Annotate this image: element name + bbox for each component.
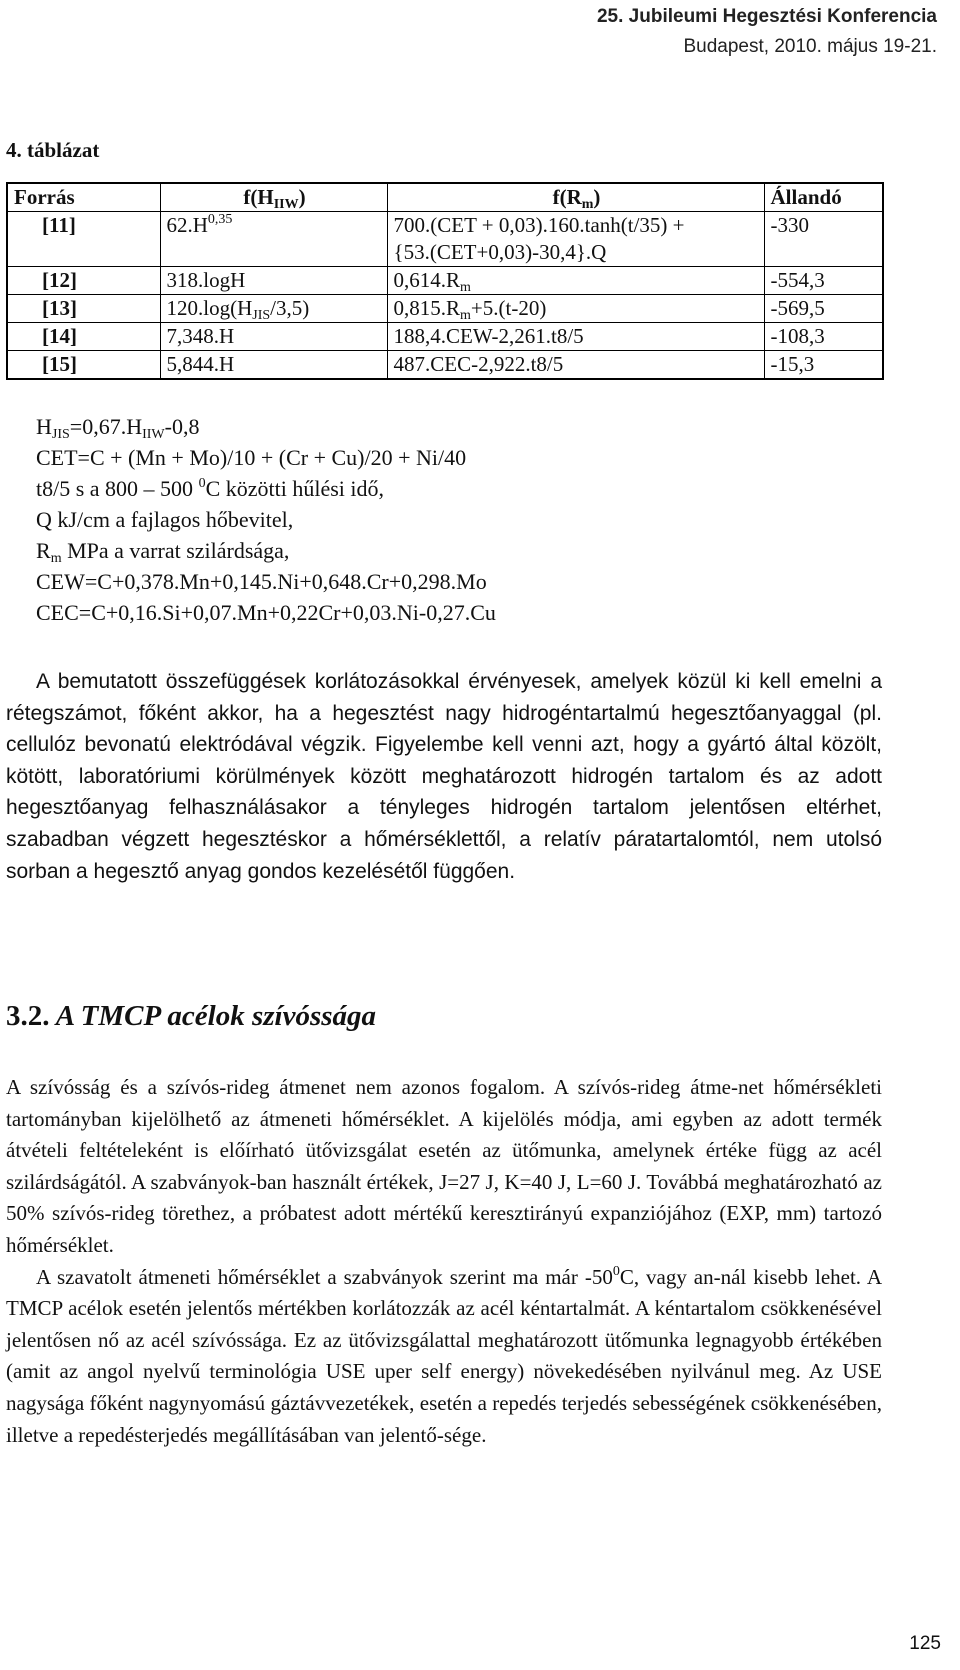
header-f-r: $f(R_m)$ [387, 183, 764, 212]
paragraph-text-2: A szavatolt átmeneti hőmérséklet a szabványok szerint ma már $-50^0C$, vagy an-nál kisebb lehet. A TMCP acélok esetén jelentős mértékben korlátozzák az acél kéntartalmát. A kéntartalom csökkenésével jelentősen nő az acél szívóssága. Ez az ütővizsgálattal meghatározott ütőmunka legnagyobb értékében (amit az angol nyelvű terminológia USE uper self energy) növekedésében nyilvánul meg. Az USE nagysága főként nagynyomású gáztávvezetékek, esetén a repedés terjedés sebességének csökkenésében, illetve a repedésterjedés megállításában van jelentő-sége. [6, 1263, 882, 1447]
body-paragraph-2 [6, 1072, 882, 1451]
cell-f-h: 7,348.H [160, 323, 387, 351]
header-f-h: $f(H_{IIW})$ [160, 183, 387, 212]
cell-constant: -108,3 [764, 323, 883, 351]
body-paragraph-1 [6, 666, 882, 887]
cell-constant: -15,3 [764, 351, 883, 380]
section-number: 3.2. [6, 1000, 50, 1032]
cell-constant: -554,3 [764, 267, 883, 295]
definition-rm: $R_m$ MPa a varrat szilárdsága, [36, 538, 290, 566]
cell-f-h: $120.\log(H_{JIS}/3,5)$ [160, 295, 387, 323]
cell-constant: -330 [764, 212, 883, 267]
page-header [597, 2, 937, 62]
section-title: A TMCP acélok szívóssága [55, 1000, 377, 1032]
definition-cet: CET=C + (Mn + Mo)/10 + (Cr + Cu)/20 + Ni/40 [36, 445, 467, 470]
cell-f-r: $0,815.R_m+5.(t-20)$ [387, 295, 764, 323]
cell-source: [15] [7, 351, 160, 380]
table-row [7, 212, 883, 267]
page-number: 125 [909, 1633, 941, 1654]
cell-f-h: 5,844.H [160, 351, 387, 380]
definition-hjis: $H_{JIS}=0,67.H_{IIW}-0,8$ [36, 414, 200, 442]
cell-constant: -569,5 [764, 295, 883, 323]
cell-source: [14] [7, 323, 160, 351]
section-heading [6, 1000, 376, 1033]
formula-table [6, 182, 884, 380]
conference-date: Budapest, 2010. május 19-21. [683, 36, 937, 57]
cell-f-r: 188,4.CEW-2,261.t8/5 [387, 323, 764, 351]
cell-f-r: $0,614.R_m$ [387, 267, 764, 295]
header-source: Forrás [7, 183, 160, 212]
cell-f-h: $62.H^{0,35}$ [160, 212, 387, 267]
cell-f-r: 700.(CET + 0,03).160.tanh(t/35) + {53.(CET+0,03)-30,4}.Q [387, 212, 764, 267]
definition-q: Q kJ/cm a fajlagos hőbevitel, [36, 507, 294, 532]
definition-cec: CEC=C+0,16.Si+0,07.Mn+0,22Cr+0,03.Ni-0,27.Cu [36, 600, 496, 625]
cell-source: [13] [7, 295, 160, 323]
table-row [7, 351, 883, 380]
definition-cew: CEW=C+0,378.Mn+0,145.Ni+0,648.Cr+0,298.Mo [36, 569, 487, 594]
table-header-row [7, 183, 883, 212]
cell-f-r: 487.CEC-2,922.t8/5 [387, 351, 764, 380]
conference-title: 25. Jubileumi Hegesztési Konferencia [596, 6, 937, 27]
cell-f-h: 318.logH [160, 267, 387, 295]
cell-source: [12] [7, 267, 160, 295]
table-row [7, 323, 883, 351]
paragraph-text: A szívósság és a szívós-rideg átmenet nem azonos fogalom. A szívós-rideg átme-net hőmérsékleti tartományban kijelölhető az átmeneti hőmérséklet. A kijelölés módja, ami egyben az adott termék átvételi feltételeként is előírható ütővizsgálat esetén az ütőmunka, amelynek értéke függ az acél szilárdságától. A szabványok-ban használt értékek, J=27 J, K=40 J, L=60 J. Továbbá meghatározható az 50% szívós-rideg törethez, a próbatest adott mértékű keresztirányú expanziójához (EXP, mm) tartozó hőmérséklet. [6, 1075, 882, 1257]
definitions-block [36, 411, 496, 628]
header-constant: Állandó [764, 183, 883, 212]
cell-source: [11] [7, 212, 160, 267]
table-row [7, 267, 883, 295]
definition-t85: t8/5 s a 800 – 500 $^0$C közötti hűlési idő, [36, 476, 385, 501]
paragraph-text: A bemutatott összefüggések korlátozásokkal érvényesek, amelyek közül ki kell emelni a rétegszámot, főként akkor, ha a hegesztést nagy hidrogéntartalmú hegesztőanyaggal (pl. cellulóz bevonatú elektródával végzik. Figyelembe kell venni azt, hogy a gyártó által közölt, kötött, laboratóriumi körülmények között meghatározott hidrogén tartalom és az adott hegesztőanyag felhasználásakor a tényleges hidrogén tartalom jelentősen eltérhet, szabadban végzett hegesztéskor a hőmérséklettől, a relatív páratartalomtól, nem utolsó sorban a hegesztő anyag gondos kezelésétől függően. [6, 670, 882, 883]
table-caption: 4. táblázat [6, 138, 100, 162]
table-row [7, 295, 883, 323]
